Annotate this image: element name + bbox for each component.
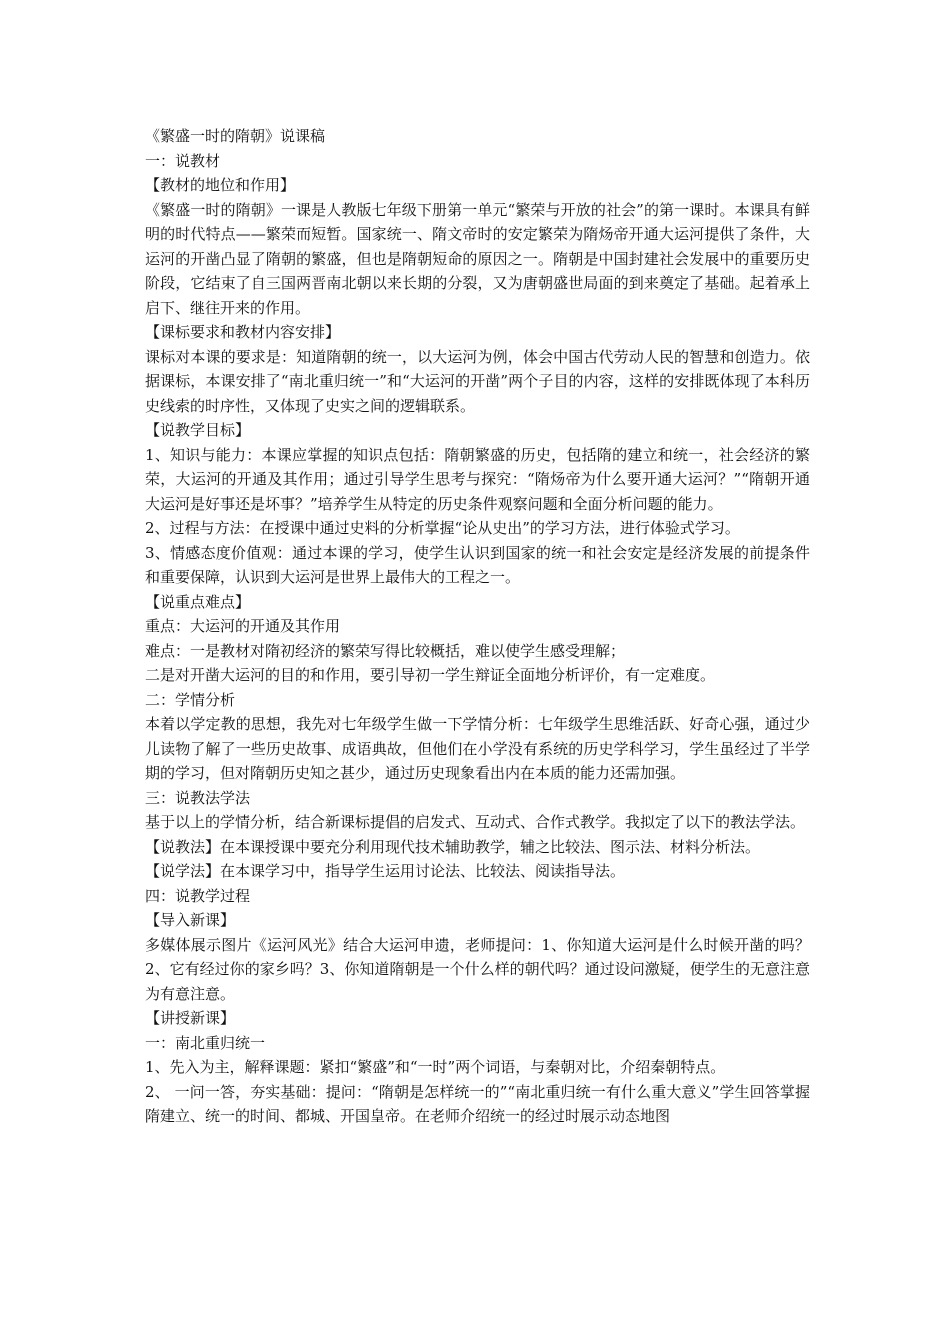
paragraph: 2、过程与方法：在授课中通过史料的分析掌握“论从史出”的学习方法，进行体验式学习。 [145,519,740,537]
paragraph: 《繁盛一时的隋朝》一课是人教版七年级下册第一单元“繁荣与开放的社会”的第一课时。本课具有鲜明的时代特点——繁荣而短暂。国家统一、隋文帝时的安定繁荣为隋炀帝开通大运河提供了条件，大运河的开凿凸显了隋朝的繁盛，但也是隋朝短命的原因之一。隋朝是中国封建社会发展中的重要历史阶段，它结束了自三国两晋南北朝以来长期的分裂，又为唐朝盛世局面的到来奠定了基础。起着承上启下、继往开来的作用。 [145,200,810,317]
paragraph: 【说教法】在本课授课中要充分利用现代技术辅助教学，辅之比较法、图示法、材料分析法。 [145,837,761,856]
section-heading: 一：南北重归统一 [145,1033,266,1052]
subsection-heading: 【导入新课】 [145,911,236,929]
paragraph: 本着以学定教的思想，我先对七年级学生做一下学情分析：七年级学生思维活跃、好奇心强，通过少儿读物了解了一些历史故事、成语典故，但他们在小学没有系统的历史学科学习，学生虽经过了半学期的学习，但对隋朝历史知之甚少，通过历史现象看出内在本质的能力还需加强。 [145,715,810,782]
paragraph: 1、先入为主，解释课题：紧扣“繁盛”和“一时”两个词语，与秦朝对比，介绍秦朝特点。 [145,1058,726,1076]
paragraph: 多媒体展示图片《运河风光》结合大运河申遗，老师提问：1、你知道大运河是什么时候开凿的吗？2、它有经过你的家乡吗？3、你知道隋朝是一个什么样的朝代吗？通过设问激疑，便学生的无意注意为有意注意。 [145,935,810,1003]
section-heading: 三：说教法学法 [145,788,251,807]
paragraph: 1、知识与能力：本课应掌握的知识点包括：隋朝繁盛的历史，包括隋的建立和统一，社会经济的繁荣，大运河的开通及其作用；通过引导学生思考与探究：“隋炀帝为什么要开通大运河？”“隋朝开通大运河是好事还是坏事？”培养学生从特定的历史条件观察问题和全面分析问题的能力。 [145,445,810,513]
document-body [145,124,810,1129]
paragraph: 二是对开凿大运河的目的和作用，要引导初一学生辩证全面地分析评价，有一定难度。 [145,666,716,684]
subsection-heading: 【课标要求和教材内容安排】 [145,323,341,341]
document-title: 《繁盛一时的隋朝》说课稿 [145,127,326,145]
subsection-heading: 【教材的地位和作用】 [145,176,296,194]
section-heading: 二：学情分析 [145,690,236,709]
section-heading: 四：说教学过程 [145,886,251,905]
subsection-heading: 【说重点难点】 [145,592,251,611]
paragraph: 课标对本课的要求是：知道隋朝的统一，以大运河为例，体会中国古代劳动人民的智慧和创造力。依据课标，本课安排了“南北重归统一”和“大运河的开凿”两个子目的内容，这样的安排既体现了本科历史线索的时序性，又体现了史实之间的逻辑联系。 [145,347,810,415]
paragraph: 3、情感态度价值观：通过本课的学习，使学生认识到国家的统一和社会安定是经济发展的前提条件和重要保障，认识到大运河是世界上最伟大的工程之一。 [145,543,810,586]
paragraph: 2、 一问一答，夯实基础：提问：“隋朝是怎样统一的”“南北重归统一有什么重大意义”学生回答掌握隋建立、统一的时间、都城、开国皇帝。在老师介绍统一的经过时展示动态地图 [145,1082,810,1125]
paragraph: 重点：大运河的开通及其作用 [145,617,341,635]
section-heading: 一：说教材 [145,151,221,170]
subsection-heading: 【讲授新课】 [145,1009,236,1027]
paragraph: 基于以上的学情分析，结合新课标提倡的启发式、互动式、合作式教学。我拟定了以下的教法学法。 [145,813,806,831]
paragraph: 难点：一是教材对隋初经济的繁荣写得比较概括，难以使学生感受理解； [145,641,626,660]
subsection-heading: 【说教学目标】 [145,421,251,439]
paragraph: 【说学法】在本课学习中，指导学生运用讨论法、比较法、阅读指导法。 [145,862,626,880]
